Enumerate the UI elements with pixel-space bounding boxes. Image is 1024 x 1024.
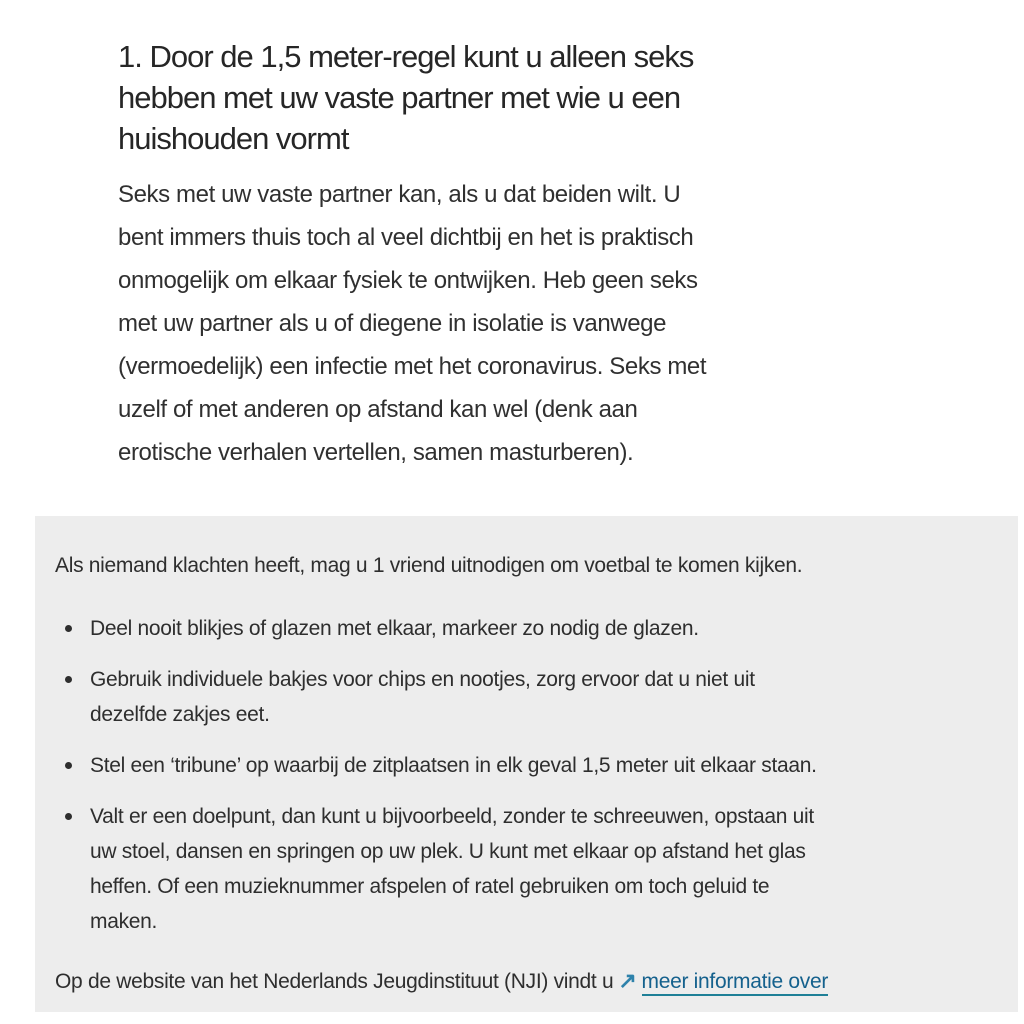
footer-note-text: Op de website van het Nederlands Jeugdinstituut (NJI) vindt u	[55, 970, 614, 993]
bullet-icon	[65, 762, 72, 769]
article-section	[0, 0, 1024, 474]
heading-line: 1. Door de 1,5 meter-regel kunt u alleen seks	[118, 39, 694, 74]
tip-item	[90, 662, 1000, 732]
tip-item	[90, 748, 1000, 783]
text-line: Gebruik individuele bakjes voor chips en nootjes, zorg ervoor dat u niet uit	[90, 668, 755, 691]
info-box-intro: Als niemand klachten heeft, mag u 1 vriend uitnodigen om voetbal te komen kijken.	[55, 554, 803, 577]
text-line: met uw partner als u of diegene in isolatie is vanwege	[118, 310, 667, 337]
text-line: onmogelijk om elkaar fysiek te ontwijken. Heb geen seks	[118, 267, 698, 294]
bullet-icon	[65, 813, 72, 820]
heading-line: hebben met uw vaste partner met wie u een	[118, 80, 681, 115]
tip-item	[90, 611, 1000, 646]
article-paragraph	[118, 173, 1024, 474]
info-box	[35, 516, 1018, 1012]
text-line: erotische verhalen vertellen, samen masturberen).	[118, 439, 634, 466]
tips-list	[55, 611, 1000, 939]
text-line: bent immers thuis toch al veel dichtbij en het is praktisch	[118, 224, 694, 251]
text-line: Stel een ‘tribune’ op waarbij de zitplaatsen in elk geval 1,5 meter uit elkaar staan.	[90, 754, 817, 777]
more-info-link[interactable]: meer informatie over	[642, 970, 829, 996]
text-line: Valt er een doelpunt, dan kunt u bijvoorbeeld, zonder te schreeuwen, opstaan uit	[90, 805, 814, 828]
heading-line: huishouden vormt	[118, 121, 349, 156]
text-line: uzelf of met anderen op afstand kan wel (denk aan	[118, 396, 638, 423]
bullet-icon	[65, 625, 72, 632]
text-line: dezelfde zakjes eet.	[90, 703, 270, 726]
text-line: Seks met uw vaste partner kan, als u dat beiden wilt. U	[118, 181, 681, 208]
external-link-arrow-icon: ↗	[618, 968, 637, 993]
article-heading	[118, 36, 1024, 159]
text-line: heffen. Of een muzieknummer afspelen of ratel gebruiken om toch geluid te	[90, 875, 770, 898]
text-line: maken.	[90, 910, 158, 933]
text-line: Deel nooit blikjes of glazen met elkaar, markeer zo nodig de glazen.	[90, 617, 699, 640]
tip-item	[90, 799, 1000, 939]
footer-note	[55, 963, 1000, 1000]
bullet-icon	[65, 676, 72, 683]
text-line: (vermoedelijk) een infectie met het coronavirus. Seks met	[118, 353, 707, 380]
text-line: uw stoel, dansen en springen op uw plek. U kunt met elkaar op afstand het glas	[90, 840, 806, 863]
